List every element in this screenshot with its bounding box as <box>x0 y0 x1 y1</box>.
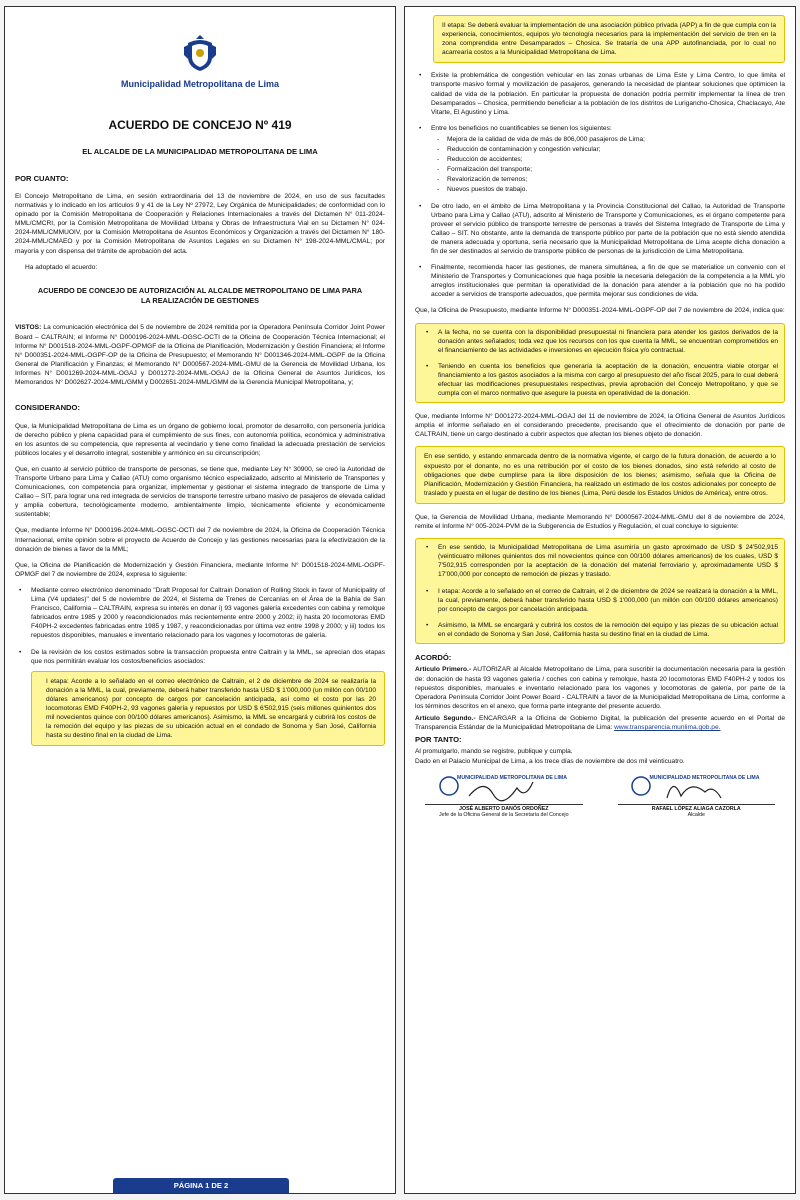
findings-list <box>415 71 785 299</box>
highlighted-sentido-box: En ese sentido, y estando enmarcada dentro de la normativa vigente, el cargo de la futura donación, de acuerdo a lo expuesto por el donante, no es una retribución por el costo de los bienes donados, sino está referido al costo de obligaciones que debe cumplirse para la libre disposición de los bienes; asimismo, señala que la Oficina de Planificación, Modernización y Gestión Financiera, ha realizado un estimado de los costos adicionales por concepto de traslado y puesta en el lugar de destino de los bienes (Lima, Perú desde los Estados Unidos de América), entre otros. <box>415 446 785 503</box>
transparency-link[interactable]: www.transparencia.munlima.gob.pe. <box>614 724 721 731</box>
benefit-item: - Reducción de contaminación y congestión vehicular; <box>437 145 785 154</box>
signature-org: MUNICIPALIDAD METROPOLITANA DE LIMA <box>649 774 760 781</box>
ogaj-paragraph: Que, mediante Informe N° D001272-2024-MML-OGAJ del 11 de noviembre de 2024, la Oficina General de Asuntos Jurídicos amplía el informe señalado en el considerando precedente, precisando que el ofrecimiento de donación por parte de CALTRAIN, tiene un cargo destinado a cubrir aspectos que afectan los bienes objeto de donación. <box>415 413 785 439</box>
highlighted-etapa-one <box>31 671 385 747</box>
gmu-list <box>422 543 778 639</box>
highlighted-etapa-two: II etapa: Se deberá evaluar la implementación de una asociación público privada (APP) a fin de que cumpla con la experiencia, conocimientos, equipos y/o tecnología necesarios para la implementación del servicio de tren en la zona comprendida entre Desamparados – Chosica. Se trataría de una APP autofinanciada, por lo cual no acarrearía costos a la Municipalidad Metropolitana de Lima. <box>433 15 785 63</box>
list-item-text: De la revisión de los costos estimados sobre la transacción propuesta entre Caltrain y la MML, se aprecian dos etapas que nos permitirán evaluar los costos/beneficios asociados: <box>31 648 385 665</box>
article-two <box>415 714 785 732</box>
list-item: • I etapa: Acorde a lo señalado en el correo de Caltrain, el 2 de diciembre de 2024 se realizará la donación a la MML, la cual, previamente, deberá haber transferido hasta USD $ 1'000,000 (un millón con 00/100 dólares americanos) por concepto de cargos por cancelación anticipada. <box>422 587 778 614</box>
coat-of-arms-logo <box>15 33 385 76</box>
page-number-tab: PÁGINA 1 DE 2 <box>113 1178 289 1193</box>
benefits-list <box>437 135 785 195</box>
por-tanto-heading: POR TANTO: <box>415 735 462 745</box>
adopted-statement: Ha adoptado el acuerdo: <box>25 263 98 271</box>
page-one <box>4 6 396 1194</box>
signatory-role: Alcalde <box>687 812 705 819</box>
page-two <box>404 6 796 1194</box>
presupuesto-paragraph: Que, la Oficina de Presupuesto, mediante Informe N° D000351-2024-MML-OGPF-OP del 7 de noviembre de 2024, indica que: <box>415 307 785 315</box>
etapa-one-text: I etapa: Acorde a lo señalado en el correo electrónico de Caltrain, el 2 de diciembre de 2024 se realizaría la donación a la MML, la cual, previamente, deberá haber transferido hasta USD $ 1'000,000 (un millón con 00/100 dólares americanos) por concepto de cargos por cancelación anticipada, así como el costo por las 20 locomotoras EMD F40PH-2, 93 vagones galería y repuestos por USD $ 6'502,915 (seis millones quinientos dos mil novecientos quince con 00/100 dólares americanos). Asimismo, la MML se encargará y cubrirá los costos de la remoción del equipo y las piezas de su ubicación actual en el condado de Sonoma y San José, California hasta su destino final en la ciudad de Lima. <box>46 677 376 740</box>
signature-stamp <box>618 774 776 804</box>
institution-name: Municipalidad Metropolitana de Lima <box>120 79 279 90</box>
signature-mayor <box>618 774 776 819</box>
document-title: ACUERDO DE CONCEJO Nº 419 <box>108 117 292 132</box>
list-item: • Teniendo en cuenta los beneficios que generaría la aceptación de la donación, encuentra viable otorgar el financiamiento a los gastos asociados a la misma con cargo al presupuesto del año fiscal 2025, para lo cual deberá efectuar las modificaciones presupuestales respectivas, previa aprobación del Concejo Metropolitano, y que se cumpla con el marco normativo que asegure la puesta en operatividad de la donación. <box>422 362 778 398</box>
list-item: • Asimismo, la MML se encargará y cubrirá los costos de la remoción del equipo y las piezas de su ubicación actual en el condado de Sonoma y San José, California hasta su destino final en la ciudad de Lima. <box>422 621 778 639</box>
opmgf-list <box>15 586 385 746</box>
vistos-paragraph <box>15 323 385 387</box>
signatory-name: RAFAEL LÓPEZ ALIAGA CAZORLA <box>618 804 776 813</box>
gmu-paragraph: Que, la Gerencia de Movilidad Urbana, mediante Memorando N° D000567-2024-MML-GMU del 8 de noviembre de 2024, remite el Informe N° 005-2024-PVM de la Subgerencia de Estudios y Regulación, el cual concluye lo siguiente: <box>415 513 785 531</box>
vistos-label: VISTOS: <box>15 324 42 332</box>
intro-paragraph: El Concejo Metropolitano de Lima, en sesión extraordinaria del 13 de noviembre de 2024, en uso de sus facultades normativas y lo indicado en los artículos 9 y 41 de la Ley Nº 27972, Ley Orgánica de Municipalidades; de conformidad con lo opinado por la Comisión Metropolitana de Cooperación y Relaciones Internacionales a través del Dictamen N° 011-2024-MML/CMCRI, por la Comisión Metropolitana de Movilidad Urbana y Obras de Infraestructura Vial en su Dictamen N° 024-2024-MML/CMMUOIV, por la Comisión Metropolitana de Asuntos Económicos y Organización a través del Dictamen N° 180-2024-MML/CMAEO y por la Comisión Metropolitana de Asuntos Legales en su Dictamen N° 198-2024-MML/CMAL; por mayoría y con dispensa del trámite de aprobación del acta. <box>15 192 385 255</box>
presupuesto-list <box>422 328 778 399</box>
benefit-item: - Reducción de accidentes; <box>437 155 785 164</box>
vistos-text: La comunicación electrónica del 5 de noviembre de 2024 remitida por la Operadora Península Corridor Joint Power Board – CALTRAIN; el Informe N° D000196-2024-MML-OGSC-OCTI de la Oficina de Cooperación Técnica Internacional; el Informe N° D001518-2024-MML-OGPF-OPMGF de la Oficina de Planificación, Modernización y Gestión Financiera; el Informe N° D000351-2024-MML-OGPF-OP de la Oficina de Presupuesto; el Memorando N° D001346-2024-MML-OGPF de la Oficina General de Planificación y Finanzas; el Memorando N° D000567-2024-MML-GMU de la Gerencia de Movilidad Urbana, los Informes N° D001269-2024-MML-OGAJ y D001272-2024-MML-OGAJ de la Oficina General de Asuntos Jurídicos, los Memorandos N° D002627-2024-MML/GMM y D002651-2024-MML/GMM de la Gerencia Municipal Metropolitana, y; <box>15 324 385 386</box>
issuer-heading: EL ALCALDE DE LA MUNICIPALIDAD METROPOLITANA DE LIMA <box>82 147 318 157</box>
list-item: • Existe la problemática de congestión vehicular en las zonas urbanas de Lima Este y Lima Centro, lo que limita el transporte masivo formal y movilización de pasajeros, generando la necesidad de plantear soluciones que optimicen la calidad de vida de la población. En particular la propuesta de donación podría permitir implementar la línea de tren Desamparados – Chosica, permitiendo beneficiar a la población de los distritos de Lurigancho-Chosica, Chaclacayo, Ate Vitarte, El Agustino y Lima. <box>415 71 785 116</box>
article-one-text: AUTORIZAR al Alcalde Metropolitano de Lima, para suscribir la documentación necesaria para la gestión de: donación de hasta 93 vagones galería / coches con cabina y remolque, hasta 20 locomotoras EMD F40PH-2 y todos los repuestos disponibles, manuales e inventario relacionado para los vagones y locomotoras de galería, por parte de la Operadora Península Corridor Joint Power Board - CALTRAIN a favor de la Municipalidad Metropolitana de Lima, conforme a los términos descritos en el anexo, que forma parte integrante del presente acuerdo. <box>415 666 785 710</box>
acordo-heading: ACORDÓ: <box>415 652 452 662</box>
article-one-label: Artículo Primero.- <box>415 666 472 674</box>
signature-stamp <box>425 774 583 804</box>
list-item: • A la fecha, no se cuenta con la disponibilidad presupuestal ni financiera para atender los gastos derivados de la donación antes señalados; toda vez que los recursos con los que cuenta la MML, se encuentran comprometidos en el financiamiento de las actividades e inversiones en ejecución física y/o contractual. <box>422 328 778 355</box>
dated-text: Dado en el Palacio Municipal de Lima, a los trece días de noviembre de dos mil veinticuatro. <box>415 757 685 765</box>
considerando-paragraph: Que, la Oficina de Planificación de Modernización y Gestión Financiera, mediante Informe N° D001518-2024-MML-OGPF-OPMGF del 7 de noviembre de 2024, expresa lo siguiente: <box>15 561 385 578</box>
signatory-role: Jefe de la Oficina General de la Secretaría del Concejo <box>438 812 569 819</box>
highlighted-gmu-box <box>415 538 785 644</box>
list-item: • Finalmente, recomienda hacer las gestiones, de manera simultánea, a fin de que se materialice un convenio con el Ministerio de Transportes y Comunicaciones que haga posible la necesaria delegación de la competencia a la MML y/o arreglos institucionales que permitan la operatividad de la donación para atender a la población que no ha podido acceder a servicios de transporte adecuados, que permita mejorar sus condiciones de vida. <box>415 263 785 299</box>
promulgation-text: Al promulgarlo, mando se registre, publique y cumpla. <box>415 747 573 755</box>
article-one <box>415 665 785 710</box>
signatures <box>415 774 785 819</box>
signatory-name: JOSÉ ALBERTO DANÓS ORDOÑEZ <box>425 804 583 813</box>
list-item: • De otro lado, en el ámbito de Lima Metropolitana y la Provincia Constitucional del Callao, la Autoridad de Transporte Urbano para Lima y Callao (ATU), adscrito al Ministerio de Transporte y Comunicaciones, es el órgano competente para proveer el servicio público de transporte terrestre de personas a través del Sistema Integrado de Transporte de Lima y Callao – SIT. No obstante, ante la demanda de transporte público por parte de la población que no está siendo atendida de manera adecuada y oportuna, sería necesario que la Municipalidad Metropolitana de Lima acepte dicha donación a fin de ser destinados al servicio de transporte público de personas de la jurisdicción de Lima Metropolitana. <box>415 202 785 257</box>
por-cuanto-heading: POR CUANTO: <box>15 173 69 183</box>
article-two-label: Artículo Segundo.- <box>415 714 476 722</box>
list-item <box>415 124 785 195</box>
article-two-text: ENCARGAR a la Oficina de Gobierno Digital, la publicación del presente acuerdo en el Portal de Transparencia Estándar de la Municipalidad Metropolitana de Lima: <box>415 714 785 731</box>
benefits-intro: Entre los beneficios no cuantificables se tienen los siguientes: <box>431 124 612 132</box>
benefit-item: - Formalización del transporte; <box>437 165 785 174</box>
benefit-item: - Nuevos puestos de trabajo. <box>437 185 785 194</box>
considerando-paragraph: Que, la Municipalidad Metropolitana de Lima es un órgano de gobierno local, promotor de desarrollo, con personería jurídica de derecho público y plena capacidad para el cumplimiento de sus fines, con autonomía política, económica y administrativa en los asuntos de su competencia, que representa al vecindario y tiene como finalidad la adecuada prestación de servicios públicos locales y el desarrollo integral, sostenible y armónico en su circunscripción; <box>15 422 385 457</box>
considerando-paragraph: Que, en cuanto al servicio público de transporte de personas, se tiene que, mediante Ley N° 30900, se creó la Autoridad de Transporte Urbano para Lima y Callao (ATU) como organismo técnico especializado, adscrito al Ministerio de Transportes y Comunicaciones, con competencia para organizar, implementar y gestionar el sistema integrado de transporte de Lima y Callao – SIT, para lograr una red integrada de servicios de transporte terrestre urbano masivo de pasajeros de elevada calidad y amplia cobertura, tecnológicamente moderno, ambientalmente limpio, técnicamente eficiente y económicamente sustentable; <box>15 465 385 519</box>
considerando-paragraph: Que, mediante Informe N° D000196-2024-MML-OGSC-OCTI del 7 de noviembre de 2024, la Oficina de Cooperación Técnica Internacional, emite opinión sobre el proyecto de Acuerdo de Concejo y las gestiones necesarias para la efectivización de la donación de bienes a favor de la MML; <box>15 527 385 553</box>
list-item: • En ese sentido, la Municipalidad Metropolitana de Lima asumiría un gasto aproximado de USD $ 24'502,915 (veinticuatro millones quinientos dos mil novecientos quince con 00/100 dólares americanos) de los cuales, USD $ 7'502,915 corresponden por la aceptación de la donación del material ferroviario y, aproximadamente USD $ 17'000,000 por concepto de remoción de piezas y traslado. <box>422 543 778 579</box>
signature-org: MUNICIPALIDAD METROPOLITANA DE LIMA <box>457 774 567 781</box>
benefit-item: - Revalorización de terrenos; <box>437 175 785 184</box>
highlighted-presupuesto-box <box>415 323 785 404</box>
list-item: • Mediante correo electrónico denominado "Draft Proposal for Caltrain Donation of Rolling Stock in favor of Municipality of Lima (V4 updates)" del 5 de noviembre de 2024, el Sistema de Trenes de Cercanías en el Área de la Bahía de San Francisco, California – CALTRAIN, expresa su interés en donar i) 93 vagones galería excedentes con cabina y remolque fabricados entre 1985 y 2000 y reacondicionados más recientemente entre 2000 y 2002; ii) hasta 20 locomotoras EMD F40PH-2 excedentes fabricadas entre 1985 y 1987, y reacondicionadas por última vez entre 1998 y 2000; y iii) todos los repuestos disponibles, manuales e inventario relacionado para los vagones y locomotoras de galería. <box>15 586 385 641</box>
considerando-heading: CONSIDERANDO: <box>15 403 80 413</box>
agreement-subtitle: ACUERDO DE CONCEJO DE AUTORIZACIÓN AL ALCALDE METROPOLITANO DE LIMA PARA LA REALIZACIÓN DE GESTIONES <box>37 285 363 305</box>
list-item <box>15 648 385 747</box>
signature-secretary <box>425 774 583 819</box>
benefit-item: - Mejora de la calidad de vida de más de 806,000 pasajeros de Lima; <box>437 135 785 144</box>
